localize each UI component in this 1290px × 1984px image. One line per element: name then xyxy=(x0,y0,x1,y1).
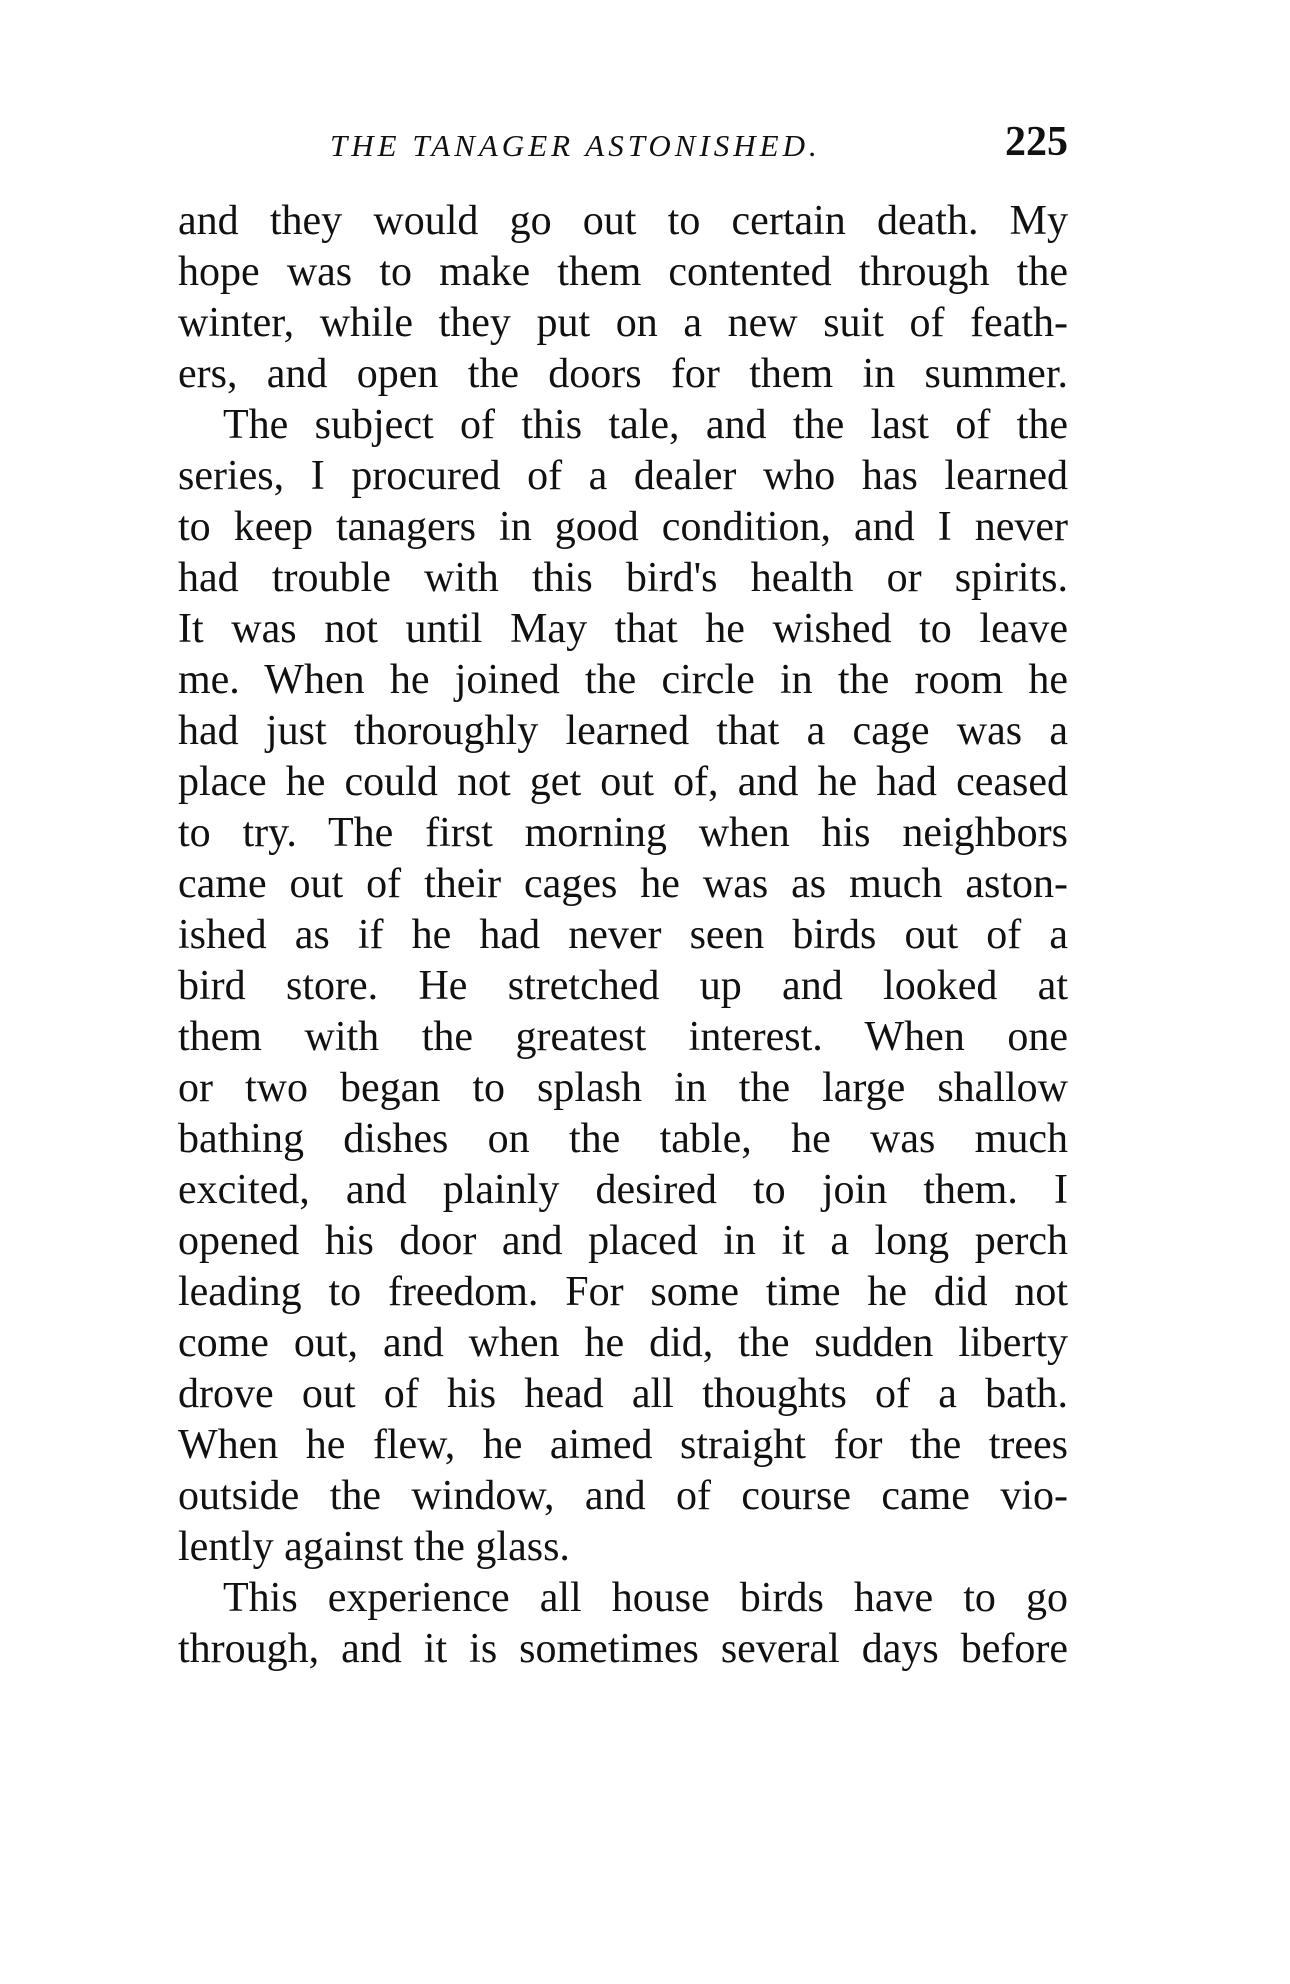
text-line: or two began to splash in the large shallow xyxy=(178,1065,1068,1111)
text-line: place he could not get out of, and he had ceased xyxy=(178,759,1068,805)
text-line: me. When he joined the circle in the room he xyxy=(178,657,1068,703)
text-line: series, I procured of a dealer who has learned xyxy=(178,453,1068,499)
text-line: The subject of this tale, and the last of the xyxy=(223,402,1068,448)
text-line: them with the greatest interest. When one xyxy=(178,1014,1068,1060)
body-text xyxy=(178,196,1068,1675)
text-line: come out, and when he did, the sudden liberty xyxy=(178,1320,1068,1366)
text-line: ers, and open the doors for them in summer. xyxy=(178,351,1068,397)
text-line: excited, and plainly desired to join them. I xyxy=(178,1167,1068,1213)
text-line: lently against the glass. xyxy=(178,1524,570,1570)
text-line: outside the window, and of course came vio- xyxy=(178,1473,1068,1519)
text-line: When he flew, he aimed straight for the trees xyxy=(178,1422,1068,1468)
text-line: bathing dishes on the table, he was much xyxy=(178,1116,1068,1162)
text-line: to keep tanagers in good condition, and I never xyxy=(178,504,1068,550)
text-line: This experience all house birds have to go xyxy=(223,1575,1068,1621)
page-header xyxy=(178,118,1068,174)
text-line: and they would go out to certain death. My xyxy=(178,198,1068,244)
text-line: winter, while they put on a new suit of feath- xyxy=(178,300,1068,346)
text-line: through, and it is sometimes several days before xyxy=(178,1626,1068,1672)
text-line: had just thoroughly learned that a cage was a xyxy=(178,708,1068,754)
text-line: hope was to make them contented through the xyxy=(178,249,1068,295)
page-number: 225 xyxy=(1005,119,1068,165)
text-line: leading to freedom. For some time he did not xyxy=(178,1269,1068,1315)
text-line: to try. The first morning when his neighbors xyxy=(178,810,1068,856)
text-line: It was not until May that he wished to leave xyxy=(178,606,1068,652)
text-line: had trouble with this bird's health or spirits. xyxy=(178,555,1068,601)
text-line: drove out of his head all thoughts of a bath. xyxy=(178,1371,1068,1417)
running-title: THE TANAGER ASTONISHED. xyxy=(330,128,821,163)
text-line: ished as if he had never seen birds out of a xyxy=(178,912,1068,958)
text-line: bird store. He stretched up and looked at xyxy=(178,963,1068,1009)
text-line: opened his door and placed in it a long perch xyxy=(178,1218,1068,1264)
text-line: came out of their cages he was as much aston- xyxy=(178,861,1068,907)
